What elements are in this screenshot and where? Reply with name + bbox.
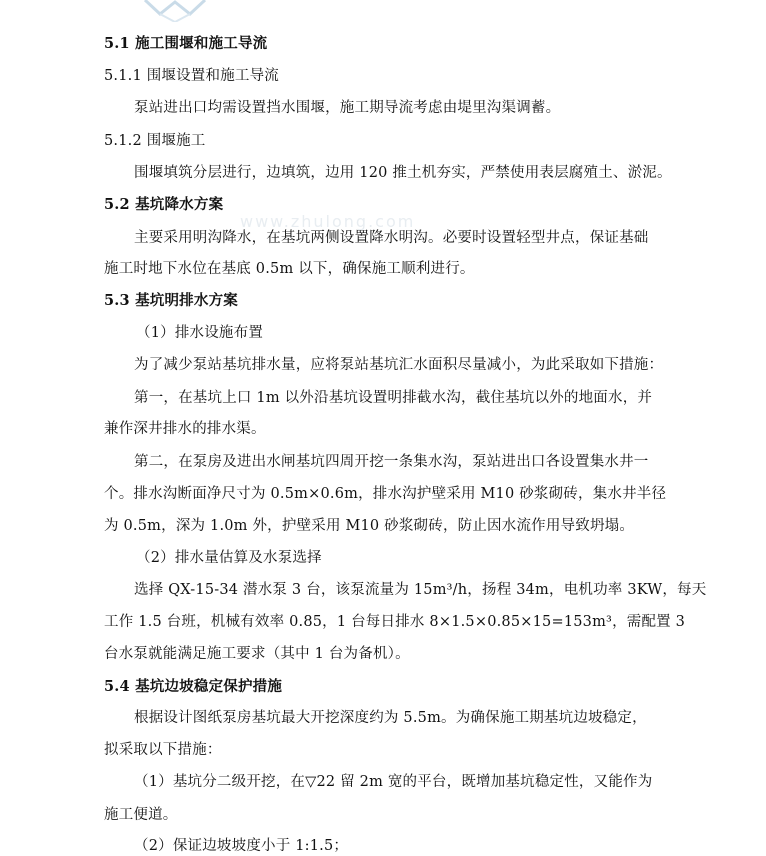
paragraph-line: 兼作深井排水的排水渠。 bbox=[104, 421, 266, 437]
watermark: www.zhulong.com bbox=[240, 212, 416, 231]
paragraph-line: （2）保证边坡坡度小于 1:1.5； bbox=[134, 838, 349, 854]
paragraph-line: 围堰填筑分层进行，边填筑，边用 120 推土机夯实，严禁使用表层腐殖土、淤泥。 bbox=[134, 165, 672, 181]
paragraph-line: 主要采用明沟降水，在基坑两侧设置降水明沟。必要时设置轻型井点，保证基础 bbox=[134, 230, 649, 246]
paragraph-line: 台水泵就能满足施工要求（其中 1 台为备机）。 bbox=[104, 646, 410, 662]
paragraph-line: 选择 QX-15-34 潜水泵 3 台，该泵流量为 15m³/h，扬程 34m，电机功率 3KW，每天 bbox=[134, 582, 707, 598]
section-heading-5-1: 5.1 施工围堰和施工导流 bbox=[104, 35, 268, 52]
paragraph-line: 根据设计图纸泵房基坑最大开挖深度约为 5.5m。为确保施工期基坑边坡稳定， bbox=[134, 710, 647, 726]
list-subheading: （2）排水量估算及水泵选择 bbox=[136, 550, 322, 566]
paragraph-line: 施工便道。 bbox=[104, 807, 178, 823]
paragraph-line: 泵站进出口均需设置挡水围堰，施工期导流考虑由堤里沟渠调蓄。 bbox=[134, 100, 561, 116]
paragraph-line: 第一，在基坑上口 1m 以外沿基坑设置明排截水沟，截住基坑以外的地面水，并 bbox=[134, 390, 653, 406]
paragraph-line: 拟采取以下措施： bbox=[104, 742, 222, 758]
paragraph-line: 工作 1.5 台班，机械有效率 0.85，1 台每日排水 8×1.5×0.85×15=153m³，需配置 3 bbox=[104, 614, 686, 630]
list-subheading: （1）排水设施布置 bbox=[136, 325, 264, 341]
subsection-heading-5-1-2: 5.1.2 围堰施工 bbox=[104, 133, 206, 149]
paragraph-line: 第二，在泵房及进出水闸基坑四周开挖一条集水沟，泵站进出口各设置集水井一 bbox=[134, 454, 649, 470]
paragraph-line: 施工时地下水位在基底 0.5m 以下，确保施工顺利进行。 bbox=[104, 261, 475, 277]
paragraph-line: 个。排水沟断面净尺寸为 0.5m×0.6m，排水沟护壁采用 M10 砂浆砌砖，集水井半径 bbox=[104, 486, 667, 502]
paragraph-line: 为了减少泵站基坑排水量，应将泵站基坑汇水面积尽量减小，为此采取如下措施： bbox=[134, 357, 664, 373]
section-heading-5-4: 5.4 基坑边坡稳定保护措施 bbox=[104, 678, 283, 695]
section-heading-5-3: 5.3 基坑明排水方案 bbox=[104, 292, 238, 309]
paragraph-line: （1）基坑分二级开挖，在▽22 留 2m 宽的平台，既增加基坑稳定性，又能作为 bbox=[134, 774, 653, 790]
logo-mark-icon bbox=[140, 0, 210, 22]
paragraph-line: 为 0.5m，深为 1.0m 外，护壁采用 M10 砂浆砌砖，防止因水流作用导致坍塌。 bbox=[104, 518, 635, 534]
section-heading-5-2: 5.2 基坑降水方案 bbox=[104, 196, 224, 213]
subsection-heading-5-1-1: 5.1.1 围堰设置和施工导流 bbox=[104, 68, 280, 84]
